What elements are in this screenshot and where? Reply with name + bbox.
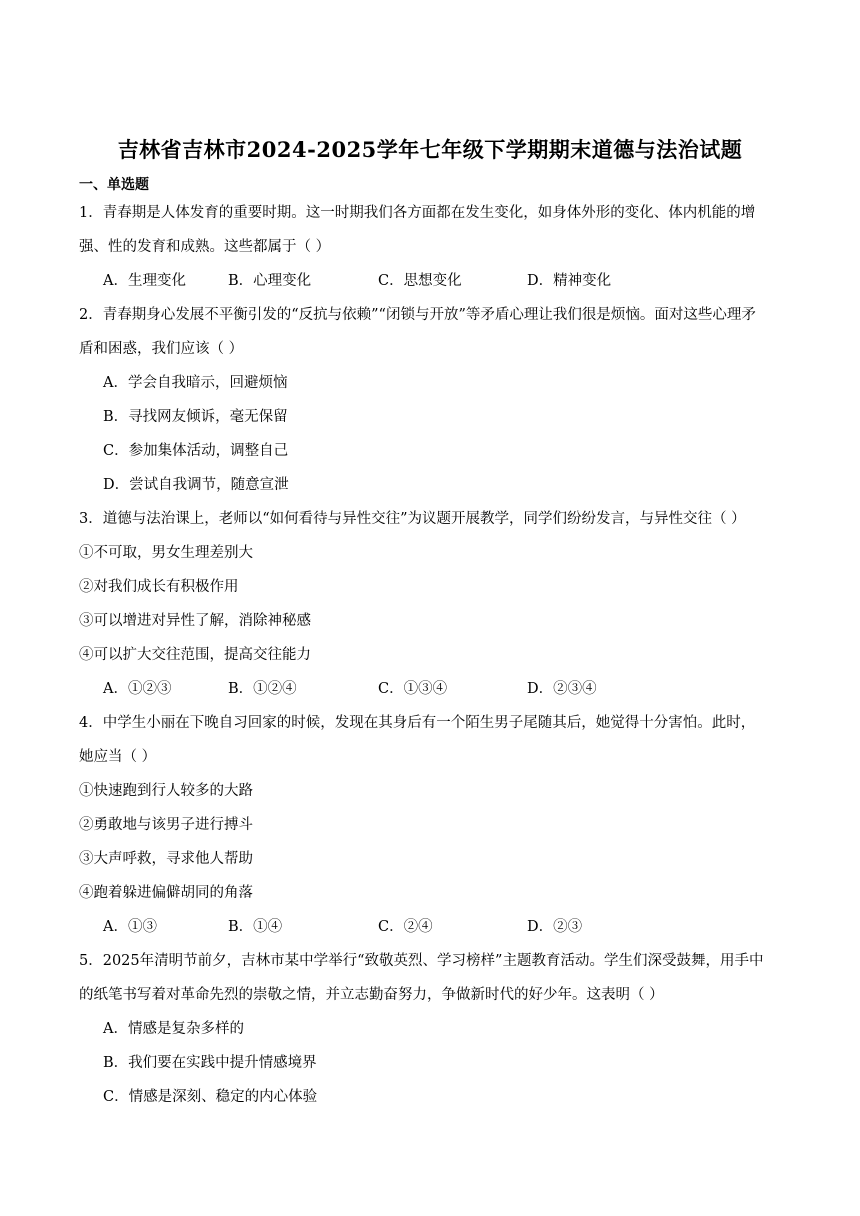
question-5-option-c: C．情感是深刻、稳定的内心体验 <box>103 1089 318 1105</box>
question-5-option-b: B．我们要在实践中提升情感境界 <box>103 1055 317 1071</box>
question-4-statement-1: ①快速跑到行人较多的大路 <box>79 783 253 799</box>
question-2-option-c: C．参加集体活动，调整自己 <box>103 443 289 459</box>
question-3-statement-2: ②对我们成长有积极作用 <box>79 579 239 595</box>
question-3-option-a: A．①②③ <box>103 681 172 697</box>
question-3-statement-3: ③可以增进对异性了解，消除神秘感 <box>79 613 311 629</box>
question-4-statement-2: ②勇敢地与该男子进行搏斗 <box>79 817 253 833</box>
question-2-option-b: B．寻找网友倾诉，毫无保留 <box>103 409 288 425</box>
question-4-statement-3: ③大声呼救，寻求他人帮助 <box>79 851 253 867</box>
question-4-option-d: D．②③ <box>527 919 583 935</box>
question-2-line-1: 2．青春期身心发展不平衡引发的“反抗与依赖”“闭锁与开放”等矛盾心理让我们很是烦恼。面对这些心理矛 <box>79 307 756 323</box>
question-1-option-b: B．心理变化 <box>228 273 312 289</box>
question-2-option-a: A．学会自我暗示，回避烦恼 <box>103 375 288 391</box>
question-5-line-2: 的纸笔书写着对革命先烈的崇敬之情，并立志勤奋努力，争做新时代的好少年。这表明（ ） <box>79 987 664 1003</box>
question-1-option-d: D．精神变化 <box>527 273 612 289</box>
question-4-line-1: 4．中学生小丽在下晚自习回家的时候，发现在其身后有一个陌生男子尾随其后，她觉得十分害怕。此时， <box>79 715 756 731</box>
question-4-line-2: 她应当（ ） <box>79 749 157 765</box>
section-heading: 一、单选题 <box>79 177 149 193</box>
question-4-option-c: C．②④ <box>378 919 433 935</box>
question-4-option-a: A．①③ <box>103 919 157 935</box>
question-1-line-2: 强、性的发育和成熟。这些都属于（ ） <box>79 239 331 255</box>
page-title: 吉林省吉林市2024-2025学年七年级下学期期末道德与法治试题 <box>117 137 743 162</box>
question-4-statement-4: ④跑着躲进偏僻胡同的角落 <box>79 885 253 901</box>
question-5-line-1: 5．2025年清明节前夕，吉林市某中学举行“致敬英烈、学习榜样”主题教育活动。学生们深受鼓舞，用手中 <box>79 953 764 969</box>
question-4-option-b: B．①④ <box>228 919 283 935</box>
question-3-line-1: 3．道德与法治课上，老师以“如何看待与异性交往”为议题开展教学，同学们纷纷发言，与异性交往（ ） <box>79 511 746 527</box>
question-2-line-2: 盾和困惑，我们应该（ ） <box>79 341 244 357</box>
question-3-option-b: B．①②④ <box>228 681 297 697</box>
question-1-line-1: 1．青春期是人体发育的重要时期。这一时期我们各方面都在发生变化，如身体外形的变化、体内机能的增 <box>79 205 756 221</box>
question-1-option-c: C．思想变化 <box>378 273 462 289</box>
question-3-option-d: D．②③④ <box>527 681 597 697</box>
question-2-option-d: D．尝试自我调节，随意宣泄 <box>103 477 289 493</box>
question-5-option-a: A．情感是复杂多样的 <box>103 1021 244 1037</box>
question-3-statement-1: ①不可取，男女生理差别大 <box>79 545 253 561</box>
question-3-option-c: C．①③④ <box>378 681 448 697</box>
question-1-option-a: A．生理变化 <box>103 273 186 289</box>
question-3-statement-4: ④可以扩大交往范围，提高交往能力 <box>79 647 311 663</box>
